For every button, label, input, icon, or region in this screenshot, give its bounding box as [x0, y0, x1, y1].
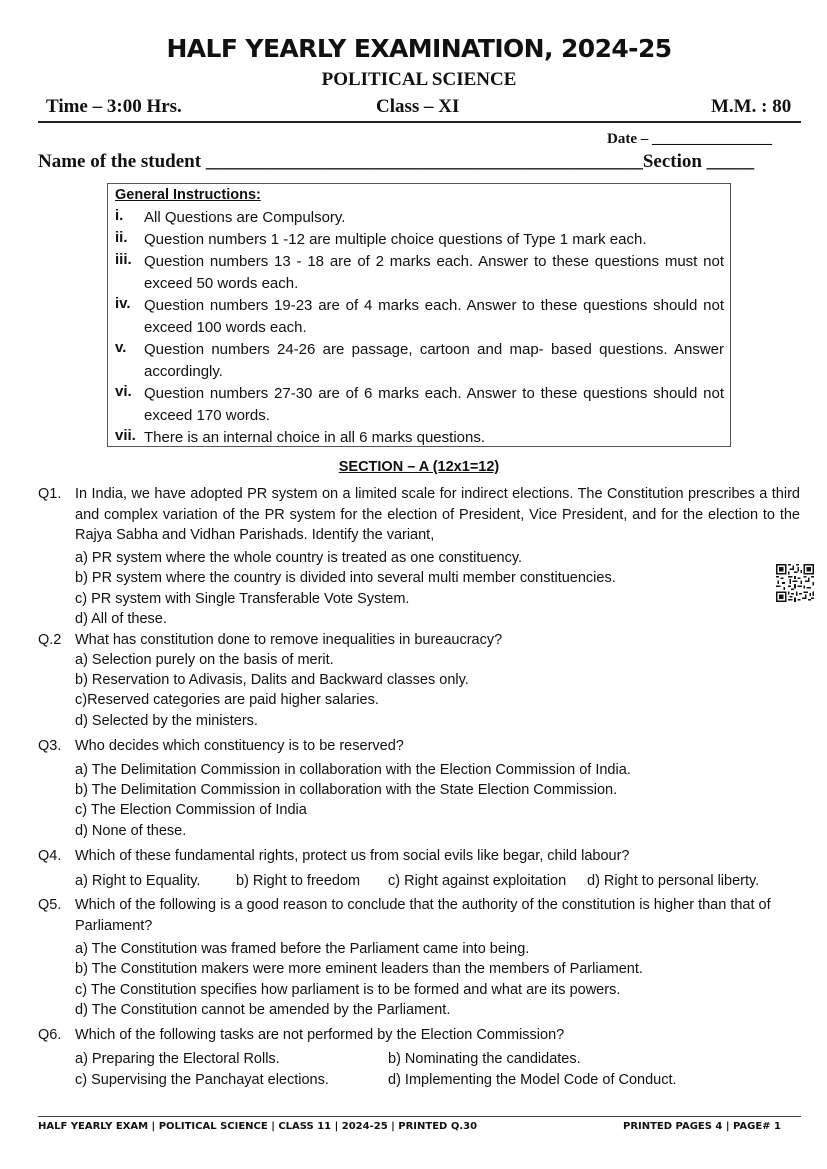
time-label: Time – 3:00 Hrs.: [46, 96, 182, 117]
instruction-number: iv.: [115, 295, 131, 312]
question-text: Which of the following tasks are not performed by the Election Commission?: [75, 1027, 565, 1043]
instruction-number: vii.: [115, 427, 136, 444]
question-number: Q3.: [38, 738, 62, 754]
question-text: Who decides which constituency is to be reserved?: [75, 738, 404, 754]
answer-option: c) Right against exploitation: [388, 873, 567, 889]
instructions-title: General Instructions:: [115, 187, 261, 203]
question-text: Which of the following is a good reason to conclude that the authority of the constitution is higher than that of Parliament?: [75, 897, 771, 934]
instruction-text: Question numbers 19-23 are of 4 marks each. Answer to these questions should not exceed 100 words each.: [144, 297, 724, 336]
instruction-number: iii.: [115, 251, 132, 268]
answer-option: a) Preparing the Electoral Rolls.: [75, 1051, 280, 1067]
question-text: Which of these fundamental rights, protect us from social evils like begar, child labour?: [75, 848, 630, 864]
answer-option: a) PR system where the whole country is treated as one constituency.: [75, 550, 523, 566]
subject-title: POLITICAL SCIENCE: [321, 69, 517, 90]
answer-option: c)Reserved categories are paid higher salaries.: [75, 692, 379, 708]
instruction-number: i.: [115, 207, 124, 224]
instruction-number: vi.: [115, 383, 132, 400]
answer-option: c) The Election Commission of India: [75, 802, 307, 818]
footer-page-info: PRINTED PAGES 4 | PAGE# 1: [622, 1121, 781, 1132]
question-number: Q.2: [38, 632, 62, 648]
answer-option: d) Implementing the Model Code of Conduct.: [388, 1072, 677, 1088]
answer-option: c) The Constitution specifies how parliament is to be formed and what are its powers.: [75, 982, 621, 998]
date-field: Date – ________________: [607, 131, 772, 147]
instruction-number: ii.: [115, 229, 128, 246]
answer-option: d) The Constitution cannot be amended by the Parliament.: [75, 1002, 451, 1018]
qr-code-icon: [776, 564, 814, 602]
section-a-title: SECTION – A (12x1=12): [338, 459, 500, 475]
header-rule: [38, 121, 801, 123]
question-text: What has constitution done to remove inequalities in bureaucracy?: [75, 632, 503, 648]
question-number: Q6.: [38, 1027, 62, 1043]
answer-option: a) Selection purely on the basis of merit.: [75, 652, 334, 668]
answer-option: a) Right to Equality.: [75, 873, 201, 889]
answer-option: a) The Delimitation Commission in collaboration with the Election Commission of India.: [75, 762, 631, 778]
answer-option: b) Right to freedom: [236, 873, 361, 889]
answer-option: b) Nominating the candidates.: [388, 1051, 581, 1067]
question-number: Q4.: [38, 848, 62, 864]
exam-title: HALF YEARLY EXAMINATION, 2024-25: [166, 34, 672, 63]
question-number: Q5.: [38, 897, 62, 913]
footer-left: HALF YEARLY EXAM | POLITICAL SCIENCE | CLASS 11 | 2024-25 | PRINTED Q.30: [38, 1121, 478, 1132]
answer-option: d) Right to personal liberty.: [587, 873, 760, 889]
answer-option: a) The Constitution was framed before the Parliament came into being.: [75, 941, 530, 957]
answer-option: c) PR system with Single Transferable Vote System.: [75, 591, 410, 607]
instruction-text: Question numbers 1 -12 are multiple choice questions of Type 1 mark each.: [144, 231, 647, 248]
class-label: Class – XI: [376, 96, 460, 117]
answer-option: b) The Delimitation Commission in collaboration with the State Election Commission.: [75, 782, 618, 798]
instruction-text: There is an internal choice in all 6 marks questions.: [144, 429, 486, 446]
answer-option: d) Selected by the ministers.: [75, 713, 258, 729]
instruction-text: Question numbers 27-30 are of 6 marks each. Answer to these questions should not exceed 170 words.: [144, 385, 724, 424]
student-name-line: Name of the student ______________________________________________Section _____: [38, 151, 755, 172]
answer-option: c) Supervising the Panchayat elections.: [75, 1072, 329, 1088]
instruction-number: v.: [115, 339, 127, 356]
answer-option: b) Reservation to Adivasis, Dalits and Backward classes only.: [75, 672, 469, 688]
max-marks-label: M.M. : 80: [711, 96, 792, 117]
instruction-text: Question numbers 24-26 are passage, cartoon and map- based questions. Answer accordingly.: [144, 341, 724, 380]
footer-rule: [38, 1116, 801, 1117]
general-instructions-box: [107, 183, 731, 447]
answer-option: b) PR system where the country is divided into several multi member constituencies.: [75, 570, 616, 586]
answer-option: b) The Constitution makers were more eminent leaders than the members of Parliament.: [75, 961, 643, 977]
answer-option: d) None of these.: [75, 823, 187, 839]
instruction-text: Question numbers 13 - 18 are of 2 marks each. Answer to these questions must not exceed 50 words each.: [144, 253, 724, 292]
answer-option: d) All of these.: [75, 611, 167, 627]
instruction-text: All Questions are Compulsory.: [144, 209, 346, 226]
question-text: In India, we have adopted PR system on a limited scale for indirect elections. The Constitution prescribes a third and complex variation of the PR system for the election of President, Vice President, and for the election to the Rajya Sabha and Vidhan Parishads. Identify the variant,: [75, 486, 800, 543]
question-number: Q1.: [38, 486, 62, 502]
